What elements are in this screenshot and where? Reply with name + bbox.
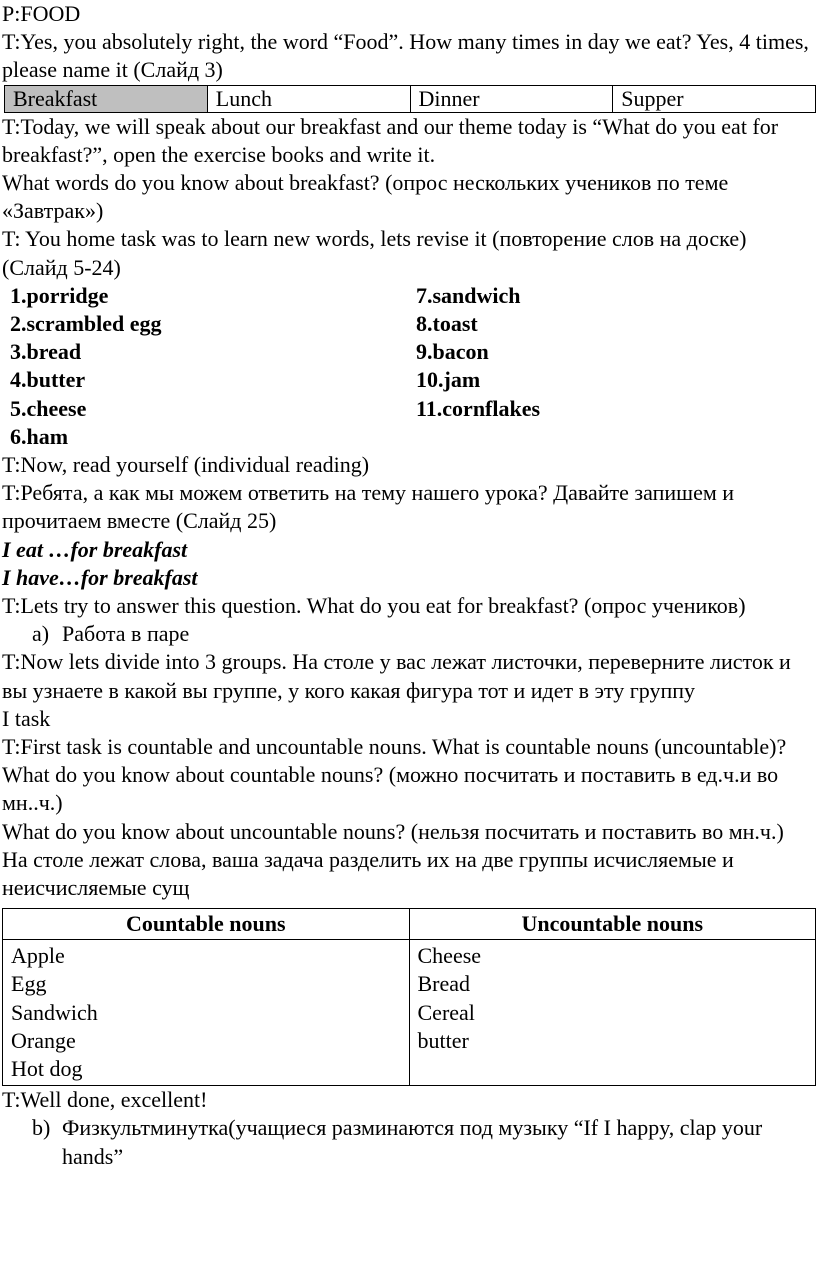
meal-cell-supper: Supper [613,85,816,112]
paragraph-first-task: T:First task is countable and uncountable nouns. What is countable nouns (uncountable)? [2,734,787,760]
vocabulary-list [2,282,814,451]
table-row [3,940,816,1086]
noun-item: Sandwich [11,999,98,1025]
paragraph-sort-words: На столе лежат слова, ваша задача разделить их на две группы исчисляемые и неисчисляемые сущ [2,846,734,901]
list-item-a [2,620,816,648]
vocab-item: 1.porridge [10,282,109,308]
noun-item: Apple [11,943,65,969]
vocab-item: 8.toast [416,311,478,337]
noun-item: Cheese [417,943,482,969]
list-marker: b) [32,1115,51,1141]
paragraph-task-label: I task [2,705,51,731]
vocab-item: 10.jam [416,367,481,393]
table-row [2,423,814,451]
list-item-b [2,1114,816,1170]
vocab-item: 6.ham [10,423,69,449]
paragraph-well-done: T:Well done, excellent! [2,1087,208,1113]
paragraph-read: T:Now, read yourself (individual reading) [2,452,370,478]
vocab-item: 3.bread [10,339,82,365]
paragraph-uncountable: What do you know about uncountable nouns? (нельзя посчитать и поставить во мн.ч.) [2,818,784,844]
paragraph-answer-theme: T:Ребята, а как мы можем ответить на тему нашего урока? Давайте запишем и прочитаем вместе (Слайд 25) [2,480,735,534]
paragraph-groups: T:Now lets divide into 3 groups. На столе у вас лежат листочки, переверните листок и вы узнаете в какой вы группе, у кого какая фигура тот и идет в эту группу [2,649,791,703]
table-row [2,395,814,423]
vocab-item: 9.bacon [416,339,489,365]
vocab-item: 2.scrambled egg [10,311,162,337]
vocab-item [408,423,814,451]
list-item-text: Физкультминутка(учащиеся разминаются под музыку “If I happy, clap your hands” [62,1115,763,1169]
pattern-i-eat: I eat …for breakfast [2,536,188,562]
paragraph-times: T:Yes, you absolutely right, the word “Food”. How many times in day we eat? Yes, 4 times, please name it (Слайд 3) [2,29,809,83]
noun-item: Cereal [417,999,475,1025]
table-header-row [3,909,816,940]
meal-cell-lunch: Lunch [207,85,410,112]
noun-item: Egg [11,971,47,997]
uncountable-cell [409,940,816,1086]
meal-cell-breakfast: Breakfast [5,85,208,112]
vocab-item: 5.cheese [10,395,87,421]
table-row [2,282,814,310]
paragraph-words: What words do you know about breakfast? (опрос нескольких учеников по теме «Завтрак») [2,170,729,224]
heading-food: P:FOOD [2,1,81,26]
column-header-uncountable: Uncountable nouns [409,909,816,940]
countable-cell [3,940,410,1086]
noun-item: Orange [11,1027,76,1053]
column-header-countable: Countable nouns [3,909,410,940]
list-item-text: Работа в паре [62,621,190,647]
table-row [2,338,814,366]
noun-item: Bread [417,971,471,997]
paragraph-question: T:Lets try to answer this question. What do you eat for breakfast? (опрос учеников) [2,593,746,619]
vocab-item: 11.cornflakes [416,395,541,421]
meal-cell-dinner: Dinner [410,85,613,112]
list-marker: a) [32,621,50,647]
vocab-item: 4.butter [10,367,86,393]
paragraph-countable: What do you know about countable nouns? (можно посчитать и поставить в ед.ч.и во мн..ч.) [2,762,779,816]
noun-item: Hot dog [11,1056,83,1082]
noun-item: butter [417,1027,469,1053]
meals-table [4,85,816,113]
vocab-item: 7.sandwich [416,282,521,308]
pattern-i-have: I have…for breakfast [2,564,198,590]
nouns-table [2,908,816,1086]
paragraph-home-task: T: You home task was to learn new words, lets revise it (повторение слов на доске) (Слайд 5-24) [2,226,747,280]
table-row [5,85,816,112]
paragraph-theme: T:Today, we will speak about our breakfast and our theme today is “What do you eat for breakfast?”, open the exercise books and write it. [2,113,779,167]
table-row [2,310,814,338]
table-row [2,366,814,394]
